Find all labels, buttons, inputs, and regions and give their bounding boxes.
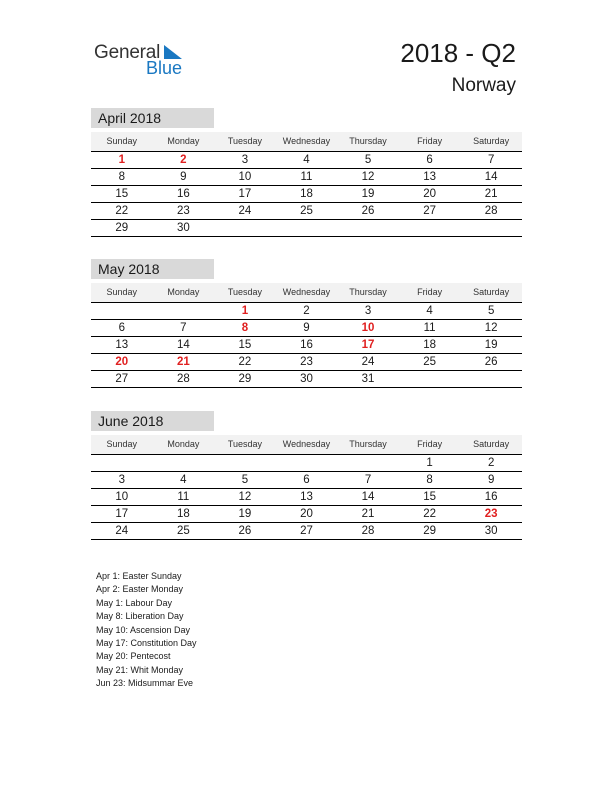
day-cell: 15 (423, 491, 436, 503)
day-cell: 31 (361, 373, 375, 385)
day-cell: 25 (423, 356, 436, 368)
day-cell: 5 (487, 305, 495, 317)
day-cell: 18 (176, 508, 190, 520)
day-cell (337, 220, 399, 236)
day-cell: 9 (303, 322, 310, 334)
weekday-label: Tuesday (227, 136, 262, 146)
month-may (91, 259, 522, 388)
weekday-label: Monday (167, 287, 200, 297)
week-row (91, 320, 522, 337)
page-title: 2018 - Q2 (400, 38, 516, 68)
day-cell: 2 (487, 457, 495, 469)
day-cell: 14 (176, 339, 190, 351)
holiday-note: May 8: Liberation Day (96, 611, 184, 622)
day-cell: 19 (484, 339, 498, 351)
holiday-day-cell: 21 (176, 356, 190, 368)
holiday-day-cell: 23 (484, 508, 498, 520)
day-cell: 20 (300, 508, 313, 520)
week-row (91, 220, 522, 237)
month-june (91, 411, 522, 540)
day-cell: 19 (361, 188, 375, 200)
weekday-label: Wednesday (282, 439, 331, 449)
day-cell: 12 (484, 322, 498, 334)
day-cell: 27 (423, 205, 436, 217)
day-cell: 3 (118, 474, 125, 486)
weekday-label: Monday (167, 439, 200, 449)
day-cell: 24 (115, 525, 129, 537)
holiday-day-cell: 2 (180, 154, 187, 166)
weekday-label: Saturday (473, 287, 510, 297)
day-cell (399, 220, 461, 236)
day-cell (153, 455, 215, 471)
holiday-day-cell: 1 (241, 305, 249, 317)
holiday-note: May 17: Constitution Day (96, 638, 197, 649)
weekday-label: Monday (167, 136, 200, 146)
day-cell: 7 (180, 322, 187, 334)
day-cell: 26 (238, 525, 252, 537)
day-cell (460, 220, 522, 236)
day-cell: 26 (361, 205, 375, 217)
weekday-label: Friday (417, 136, 443, 146)
holiday-day-cell: 1 (118, 154, 125, 166)
day-cell: 9 (180, 171, 187, 183)
weekday-label: Tuesday (227, 439, 262, 449)
month-title: April 2018 (91, 108, 214, 128)
weekday-label: Tuesday (227, 287, 262, 297)
day-cell: 1 (426, 457, 433, 469)
weekday-label: Wednesday (282, 136, 331, 146)
day-cell: 7 (487, 154, 495, 166)
holiday-day-cell: 17 (361, 339, 375, 351)
day-cell (276, 220, 338, 236)
holiday-note: May 1: Labour Day (96, 597, 173, 608)
day-cell: 4 (303, 154, 310, 166)
day-cell: 3 (241, 154, 249, 166)
day-cell: 20 (423, 188, 436, 200)
day-cell: 25 (176, 525, 190, 537)
day-cell (276, 455, 338, 471)
day-cell: 12 (361, 171, 375, 183)
day-cell: 16 (300, 339, 313, 351)
day-cell: 6 (426, 154, 433, 166)
day-cell: 3 (364, 305, 372, 317)
day-cell: 11 (423, 322, 436, 334)
day-cell: 24 (238, 205, 252, 217)
day-cell: 2 (303, 305, 310, 317)
logo (94, 42, 194, 82)
day-cell: 11 (177, 491, 190, 503)
weekday-label: Saturday (473, 136, 510, 146)
holiday-note: Apr 2: Easter Monday (96, 584, 184, 595)
logo-general-text: General (94, 42, 161, 63)
week-row (91, 523, 522, 540)
day-cell: 10 (115, 491, 129, 503)
day-cell (337, 455, 399, 471)
day-cell: 5 (364, 154, 372, 166)
holiday-day-cell: 8 (241, 322, 249, 334)
day-cell: 29 (423, 525, 436, 537)
weekday-header-row (91, 283, 522, 303)
day-cell: 15 (115, 188, 129, 200)
day-cell: 14 (484, 171, 498, 183)
day-cell: 4 (180, 474, 187, 486)
day-cell: 17 (115, 508, 129, 520)
day-cell (399, 371, 461, 387)
day-cell: 29 (238, 373, 252, 385)
day-cell: 27 (300, 525, 313, 537)
day-cell: 13 (300, 491, 313, 503)
week-row (91, 337, 522, 354)
month-title: June 2018 (91, 411, 214, 431)
holiday-note: May 21: Whit Monday (96, 664, 184, 675)
day-cell: 23 (176, 205, 190, 217)
week-row (91, 489, 522, 506)
day-cell (91, 455, 153, 471)
day-cell: 30 (300, 373, 313, 385)
day-cell: 29 (115, 222, 129, 234)
day-cell: 7 (364, 474, 372, 486)
weekday-label: Thursday (349, 439, 387, 449)
day-cell: 21 (484, 188, 498, 200)
country-name: Norway (451, 75, 516, 96)
week-row (91, 303, 522, 320)
week-row (91, 186, 522, 203)
day-cell: 30 (176, 222, 190, 234)
holiday-note: May 20: Pentecost (96, 651, 171, 662)
day-cell (91, 303, 153, 319)
month-title: May 2018 (91, 259, 214, 279)
week-row (91, 455, 522, 472)
day-cell: 12 (238, 491, 252, 503)
day-cell: 16 (176, 188, 190, 200)
day-cell: 24 (361, 356, 375, 368)
day-cell: 8 (426, 474, 433, 486)
day-cell: 16 (484, 491, 498, 503)
holiday-day-cell: 20 (115, 356, 129, 368)
logo-blue-text: Blue (146, 58, 183, 78)
holiday-note: Jun 23: Midsummar Eve (96, 678, 194, 689)
day-cell: 17 (238, 188, 252, 200)
day-cell: 4 (426, 305, 433, 317)
day-cell: 13 (423, 171, 436, 183)
holiday-note: Apr 1: Easter Sunday (96, 571, 182, 581)
month-april (91, 108, 522, 237)
day-cell: 30 (484, 525, 498, 537)
day-cell: 15 (238, 339, 252, 351)
week-row (91, 506, 522, 523)
day-cell: 6 (303, 474, 310, 486)
week-row (91, 371, 522, 388)
day-cell: 10 (238, 171, 252, 183)
day-cell: 25 (300, 205, 313, 217)
day-cell (214, 220, 276, 236)
weekday-header-row (91, 435, 522, 455)
day-cell: 22 (115, 205, 129, 217)
day-cell: 19 (238, 508, 252, 520)
day-cell: 26 (484, 356, 498, 368)
weekday-label: Sunday (106, 439, 138, 449)
week-row (91, 472, 522, 489)
weekday-label: Sunday (106, 287, 138, 297)
day-cell: 9 (487, 474, 495, 486)
holiday-day-cell: 10 (361, 322, 375, 334)
day-cell: 8 (118, 171, 125, 183)
week-row (91, 152, 522, 169)
day-cell: 6 (118, 322, 125, 334)
weekday-label: Friday (417, 439, 443, 449)
day-cell: 11 (300, 171, 313, 183)
day-cell: 18 (300, 188, 313, 200)
day-cell: 28 (361, 525, 375, 537)
day-cell: 23 (300, 356, 313, 368)
day-cell (214, 455, 276, 471)
weekday-label: Thursday (349, 287, 387, 297)
holiday-note: May 10: Ascension Day (96, 624, 191, 635)
weekday-label: Wednesday (282, 287, 331, 297)
day-cell: 27 (115, 373, 129, 385)
day-cell: 21 (361, 508, 375, 520)
day-cell: 13 (115, 339, 129, 351)
day-cell: 28 (484, 205, 498, 217)
day-cell (153, 303, 215, 319)
week-row (91, 169, 522, 186)
day-cell: 5 (241, 474, 249, 486)
day-cell: 22 (238, 356, 252, 368)
day-cell: 14 (361, 491, 375, 503)
day-cell: 18 (423, 339, 436, 351)
weekday-label: Saturday (473, 439, 510, 449)
holiday-notes (96, 570, 197, 691)
day-cell: 28 (176, 373, 190, 385)
week-row (91, 354, 522, 371)
weekday-header-row (91, 132, 522, 152)
day-cell (460, 371, 522, 387)
week-row (91, 203, 522, 220)
weekday-label: Friday (417, 287, 443, 297)
weekday-label: Sunday (106, 136, 138, 146)
weekday-label: Thursday (349, 136, 387, 146)
day-cell: 22 (423, 508, 436, 520)
